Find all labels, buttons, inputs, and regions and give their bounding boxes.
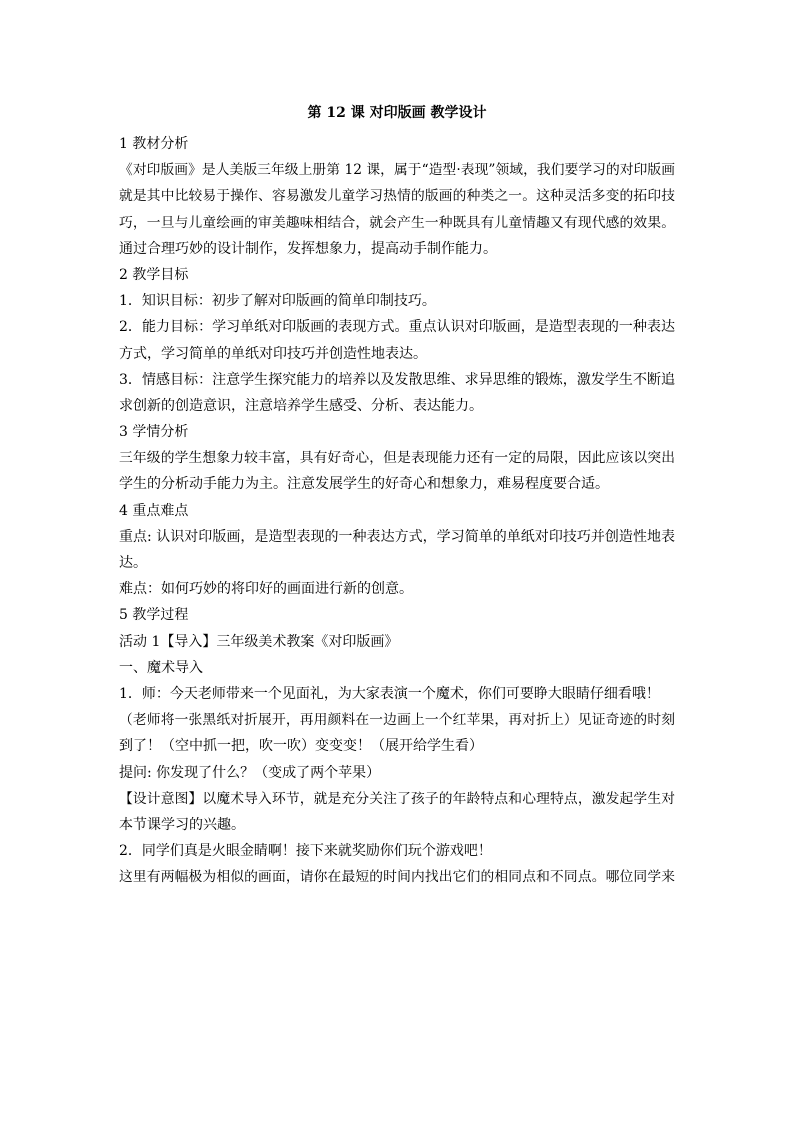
text-line: 3．情感目标：注意学生探究能力的培养以及发散思维、求异思维的锻炼，激发学生不断追: [119, 371, 675, 388]
text-line: 【设计意图】以魔术导入环节，就是充分关注了孩子的年龄特点和心理特点，激发起学生对: [119, 790, 675, 807]
text-line: 1．师：今天老师带来一个见面礼，为大家表演一个魔术，你们可要睁大眼睛仔细看哦！: [119, 685, 660, 702]
text-line: 就是其中比较易于操作、容易激发儿童学习热情的版画的种类之一。这种灵活多变的拓印技: [119, 188, 675, 205]
text-line: 这里有两幅极为相似的画面，请你在最短的时间内找出它们的相同点和不同点。哪位同学来: [119, 869, 675, 886]
text-line: 1 教材分析: [119, 136, 189, 152]
text-line: 本节课学习的兴趣。: [119, 816, 245, 833]
text-line: 巧，一旦与儿童绘画的审美趣味相结合，就会产生一种既具有儿童情趣又有现代感的效果。: [119, 214, 675, 231]
text-line: 《对印版画》是人美版三年级上册第 12 课，属于“造型·表现”领域，我们要学习的对印版画: [119, 162, 675, 179]
text-line: 达。: [119, 555, 147, 571]
text-line: 一、魔术导入: [119, 659, 203, 676]
text-line: 2．能力目标：学习单纸对印版画的表现方式。重点认识对印版画，是造型表现的一种表达: [119, 319, 675, 336]
text-line: 通过合理巧妙的设计制作，发挥想象力，提高动手制作能力。: [119, 240, 497, 257]
text-line: 难点：如何巧妙的将印好的画面进行新的创意。: [119, 581, 413, 598]
text-line: （老师将一张黑纸对折展开，再用颜料在一边画上一个红苹果，再对折上）见证奇迹的时刻: [119, 712, 675, 729]
text-line: 1．知识目标：初步了解对印版画的简单印制技巧。: [119, 293, 436, 310]
text-line: 重点: 认识对印版画，是造型表现的一种表达方式，学习简单的单纸对印技巧并创造性地表: [119, 528, 675, 545]
text-line: 2．同学们真是火眼金睛啊！接下来就奖励你们玩个游戏吧！: [119, 843, 492, 860]
text-line: 到了！（空中抓一把，吹一吹）变变变！（展开给学生看）: [119, 738, 483, 755]
text-line: 5 教学过程: [119, 607, 189, 624]
text-line: 求创新的创造意识，注意培养学生感受、分析、表达能力。: [119, 397, 483, 414]
text-line: 三年级的学生想象力较丰富，具有好奇心，但是表现能力还有一定的局限，因此应该以突出: [119, 450, 675, 467]
document-body: [119, 131, 675, 890]
text-line: 学生的分析动手能力为主。注意发展学生的好奇心和想象力，难易程度要合适。: [119, 476, 609, 493]
text-line: 4 重点难点: [119, 502, 189, 519]
text-line: 提问: 你发现了什么？（变成了两个苹果）: [119, 764, 381, 781]
document-title: 第 12 课 对印版画 教学设计: [307, 105, 487, 121]
text-line: 活动 1【导入】三年级美术教案《对印版画》: [119, 633, 399, 650]
text-line: 2 教学目标: [119, 266, 189, 283]
text-line: 3 学情分析: [119, 424, 189, 441]
text-line: 方式，学习简单的单纸对印技巧并创造性地表达。: [119, 345, 427, 362]
